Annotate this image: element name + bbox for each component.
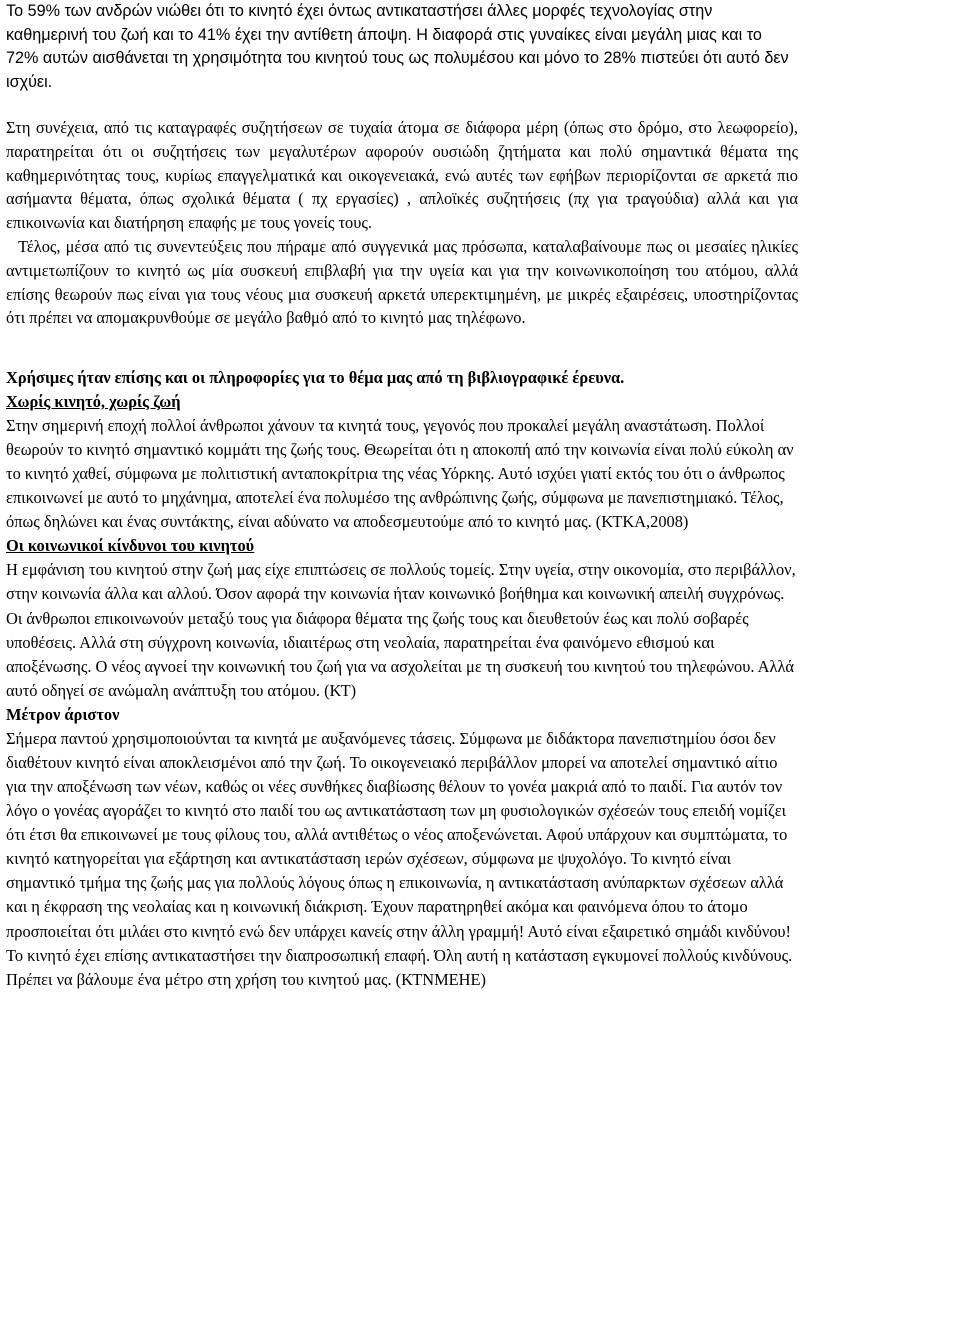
bibliography-lead: Χρήσιμες ήταν επίσης και οι πληροφορίες για το θέμα μας από τη βιβλιογραφικέ έρευνα. — [6, 368, 625, 388]
section-heading-no-phone-no-life: Χωρίς κινητό, χωρίς ζωή — [6, 392, 181, 412]
conversations-paragraph: Στη συνέχεια, από τις καταγραφές συζητήσεων σε τυχαία άτομα σε διάφορα μέρη (όπως στο δρόμο, στο λεωφορείο), παρατηρείται ότι οι συζητήσεις των μεγαλυτέρων αφορούν ουσιώδη ζητήματα και πολύ σημαντικά θέματα της καθημερινότητας τους, κυρίως επαγγελματικά και οικογενειακά, ενώ αυτές των εφήβων περιορίζονται σε αρκετά πιο ασήμαντα θέματα, όπως σχολικά θέματα ( πχ εργασίες) , απλοϊκές συζητήσεις (πχ για τραγούδια) αλλά και για επικοινωνία και διατήρηση επαφής με τους γονείς τους. — [6, 118, 798, 233]
section-heading-social-dangers: Οι κοινωνικοί κίνδυνοι του κινητού — [6, 536, 255, 556]
intro-paragraph: Το 59% των ανδρών νιώθει ότι το κινητό έχει όντως αντικαταστήσει άλλες μορφές τεχνολογίας στην καθημερινή του ζωή και το 41% έχει την αντίθετη άποψη. Η διαφορά στις γυναίκες είναι μεγάλη μιας και το 72% αυτών αισθάνεται τη χρησιμότητα του κινητού τους ως πολυμέσου και μόνο το 28% πιστεύει ότι αυτό δεν ισχύει. — [6, 2, 789, 91]
page-number: 6 — [815, 1170, 843, 1230]
section-heading-moderation: Μέτρον άριστον — [6, 704, 120, 724]
section-body-no-phone-no-life: Στην σημερινή εποχή πολλοί άνθρωποι χάνουν τα κινητά τους, γεγονός που προκαλεί μεγάλη αναστάτωση. Πολλοί θεωρούν το κινητό σημαντικό κομμάτι της ζωής τους. Θεωρείται ότι η αποκοπή από την κοινωνία είναι πολύ εύκολη αν το κινητό χαθεί, σύμφωνα με πολιτιστική ανταποκρίτρια της νέας Υόρκης. Αυτό ισχύει γιατί εκτός του ότι ο άνθρωπος επικοινωνεί με αυτό το μηχάνημα, αποτελεί ένα πολυμέσο της ανθρώπινης ζωής, σύμφωνα με πανεπιστημιακό. Τέλος, όπως δηλώνει και ένας συντάκτης, είναι αδύνατο να αποδεσμευτούμε από το κινητό μας. (ΚΤΚΑ,2008) — [6, 415, 794, 532]
section-body-social-dangers: Η εμφάνιση του κινητού στην ζωή μας είχε επιπτώσεις σε πολλούς τομείς. Στην υγεία, στην οικονομία, στο περιβάλλον, στην κοινωνία άλλα και αλλού. Όσον αφορά την κοινωνία ήταν κοινωνικό βοήθημα και κοινωνική απειλή συγχρόνως. Οι άνθρωποι επικοινωνούν μεταξύ τους για διάφορα θέματα της ζωής τους και διευθετούν έως και πολύ σοβαρές υποθέσεις. Αλλά στη σύγχρονη κοινωνία, ιδιαιτέρως στη νεολαία, παρατηρείται ένα φαινόμενο εθισμού και αποξένωσης. Ο νέος αγνοεί την κοινωνική του ζωή για να ασχολείται με τη συσκευή του κινητού του τηλεφώνου. Αλλά αυτό οδηγεί σε ανώμαλη ανάπτυξη του ατόμου. (ΚΤ) — [6, 560, 796, 700]
document-page — [6, 0, 798, 992]
interviews-paragraph: Τέλος, μέσα από τις συνεντεύξεις που πήραμε από συγγενικά μας πρόσωπα, καταλαβαίνουμε πως οι μεσαίες ηλικίες αντιμετωπίζουν το κινητό ως μία συσκευή επιβλαβή για την υγεία και για την κοινωνικοποίηση του ατόμου, αλλά επίσης θεωρούν πως είναι για τους νέους μια συσκευή αρκετά υπερεκτιμημένη, με μικρές εξαιρέσεις, υποστηρίζοντας ότι πρέπει να απομακρυνθούμε σε μεγάλο βαθμό από το κινητό μας τηλέφωνο. — [6, 236, 798, 328]
section-body-moderation: Σήμερα παντού χρησιμοποιούνται τα κινητά με αυξανόμενες τάσεις. Σύμφωνα με διδάκτορα πανεπιστημίου όσοι δεν διαθέτουν κινητό είναι αποκλεισμένοι από την ζωή. Το οικογενειακό περιβάλλον μπορεί να αποτελεί σημαντικό αίτιο για την αποξένωση των νέων, καθώς οι νέες συνθήκες διαβίωσης θέλουν το γονέα μακριά από το παιδί. Για αυτόν τον λόγο ο γονέας αγοράζει το κινητό στο παιδί του ως αντικατάσταση των μη φυσιολογικών σχέσεών τους επειδή νομίζει ότι έτσι θα επικοινωνεί με τους φίλους του, αλλά αντιθέτως ο νέος αποξενώνεται. Αφού υπάρχουν και συμπτώματα, το κινητό κατηγορείται για εξάρτηση και αντικατάσταση ιερών σχέσεων, σύμφωνα με ψυχολόγο. Το κινητό είναι σημαντικό τμήμα της ζωής μας για πολλούς λόγους όπως η επικοινωνία, η αντικατάσταση ανύπαρκτων σχέσεων αλλά και η έκφραση της νεολαίας και η κοινωνική διάκριση. Έχουν παρατηρηθεί ακόμα και φαινόμενα όπου το άτομο προσποιείται ότι μιλάει στο κινητό ενώ δεν υπάρχει κανείς στην άλλη γραμμή! Αυτό είναι εξαιρετικό σημάδι κινδύνου! Το κινητό έχει επίσης αντικαταστήσει την διαπροσωπική επαφή. Όλη αυτή η κατάσταση εγκυμονεί πολλούς κινδύνους. Πρέπει να βάλουμε ένα μέτρο στη χρήση του κινητού μας. (ΚΤΝΜΕΗΕ) — [6, 728, 793, 989]
